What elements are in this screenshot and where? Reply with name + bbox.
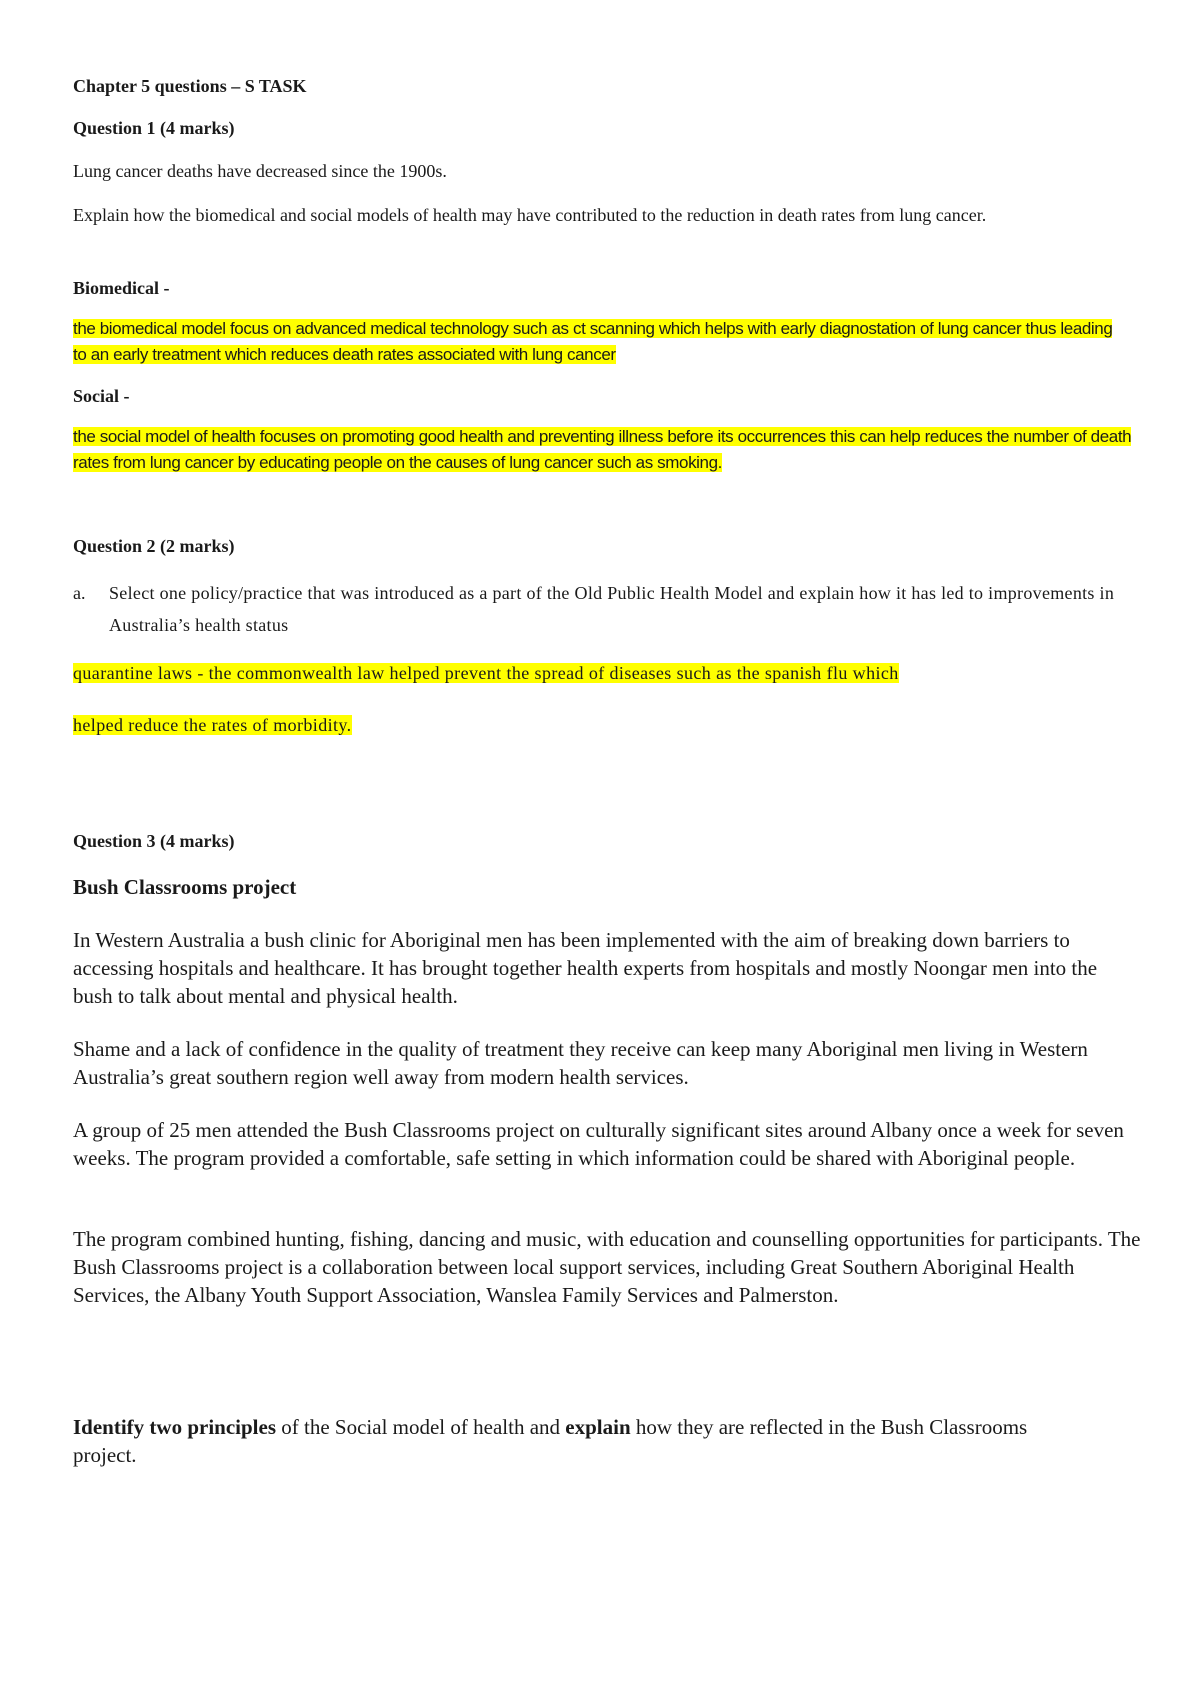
- question-1-statement: Lung cancer deaths have decreased since the 1900s.: [73, 161, 447, 181]
- question-2-answer-line-1-text: quarantine laws - the commonwealth law helped prevent the spread of diseases such as the spanish flu which: [73, 663, 899, 683]
- biomedical-answer: [73, 316, 1123, 368]
- question-2-answer-line-2: [73, 713, 352, 739]
- case-study-paragraph-3: A group of 25 men attended the Bush Classrooms project on culturally significant sites around Albany once a week for seven weeks. The program provided a comfortable, safe setting in which information could be shared with Aboriginal people.: [73, 1118, 1124, 1170]
- page-title: Chapter 5 questions – S TASK: [73, 76, 307, 96]
- question-2-answer-line-1: [73, 661, 899, 687]
- prompt-text-1: of the Social model of health and: [276, 1415, 566, 1439]
- social-answer-text: the social model of health focuses on promoting good health and preventing illness before its occurrences this can help reduces the number of death rates from lung cancer by educating people on the causes of lung cancer such as smoking.: [73, 427, 1132, 472]
- biomedical-answer-text: the biomedical model focus on advanced medical technology such as ct scanning which helps with early diagnostation of lung cancer thus leading to an early treatment which reduces death rates associated with lung cancer: [73, 319, 1113, 364]
- question-2-heading: Question 2 (2 marks): [73, 536, 235, 556]
- prompt-bold-identify: Identify two principles: [73, 1415, 277, 1439]
- social-label: Social -: [73, 386, 130, 406]
- question-2-item: Select one policy/practice that was introduced as a part of the Old Public Health Model and explain how it has led to improvements in Australia’s health status: [109, 583, 1115, 635]
- case-study-title: Bush Classrooms project: [73, 875, 297, 899]
- question-3-heading: Question 3 (4 marks): [73, 831, 235, 851]
- question-1-heading: Question 1 (4 marks): [73, 118, 235, 138]
- question-3-prompt: [73, 1413, 1073, 1469]
- social-answer: [73, 424, 1133, 476]
- prompt-text-2: how they are reflected in the Bush Classrooms project.: [73, 1415, 1028, 1467]
- list-marker: a.: [73, 583, 86, 603]
- case-study-paragraph-1: In Western Australia a bush clinic for Aboriginal men has been implemented with the aim of breaking down barriers to accessing hospitals and healthcare. It has brought together health experts from hospitals and mostly Noongar men into the bush to talk about mental and physical health.: [73, 928, 1098, 1008]
- question-2-answer-line-2-text: helped reduce the rates of morbidity.: [73, 715, 352, 735]
- prompt-bold-explain: explain: [565, 1415, 631, 1439]
- question-1-prompt: Explain how the biomedical and social models of health may have contributed to the reduction in death rates from lung cancer.: [73, 205, 987, 225]
- case-study-paragraph-2: Shame and a lack of confidence in the quality of treatment they receive can keep many Aboriginal men living in Western Australia’s great southern region well away from modern health services.: [73, 1037, 1088, 1089]
- case-study-paragraph-4: The program combined hunting, fishing, dancing and music, with education and counselling opportunities for participants. The Bush Classrooms project is a collaboration between local support services, including Great Southern Aboriginal Health Services, the Albany Youth Support Association, Wanslea Family Services and Palmerston.: [73, 1227, 1141, 1307]
- biomedical-label: Biomedical -: [73, 278, 170, 298]
